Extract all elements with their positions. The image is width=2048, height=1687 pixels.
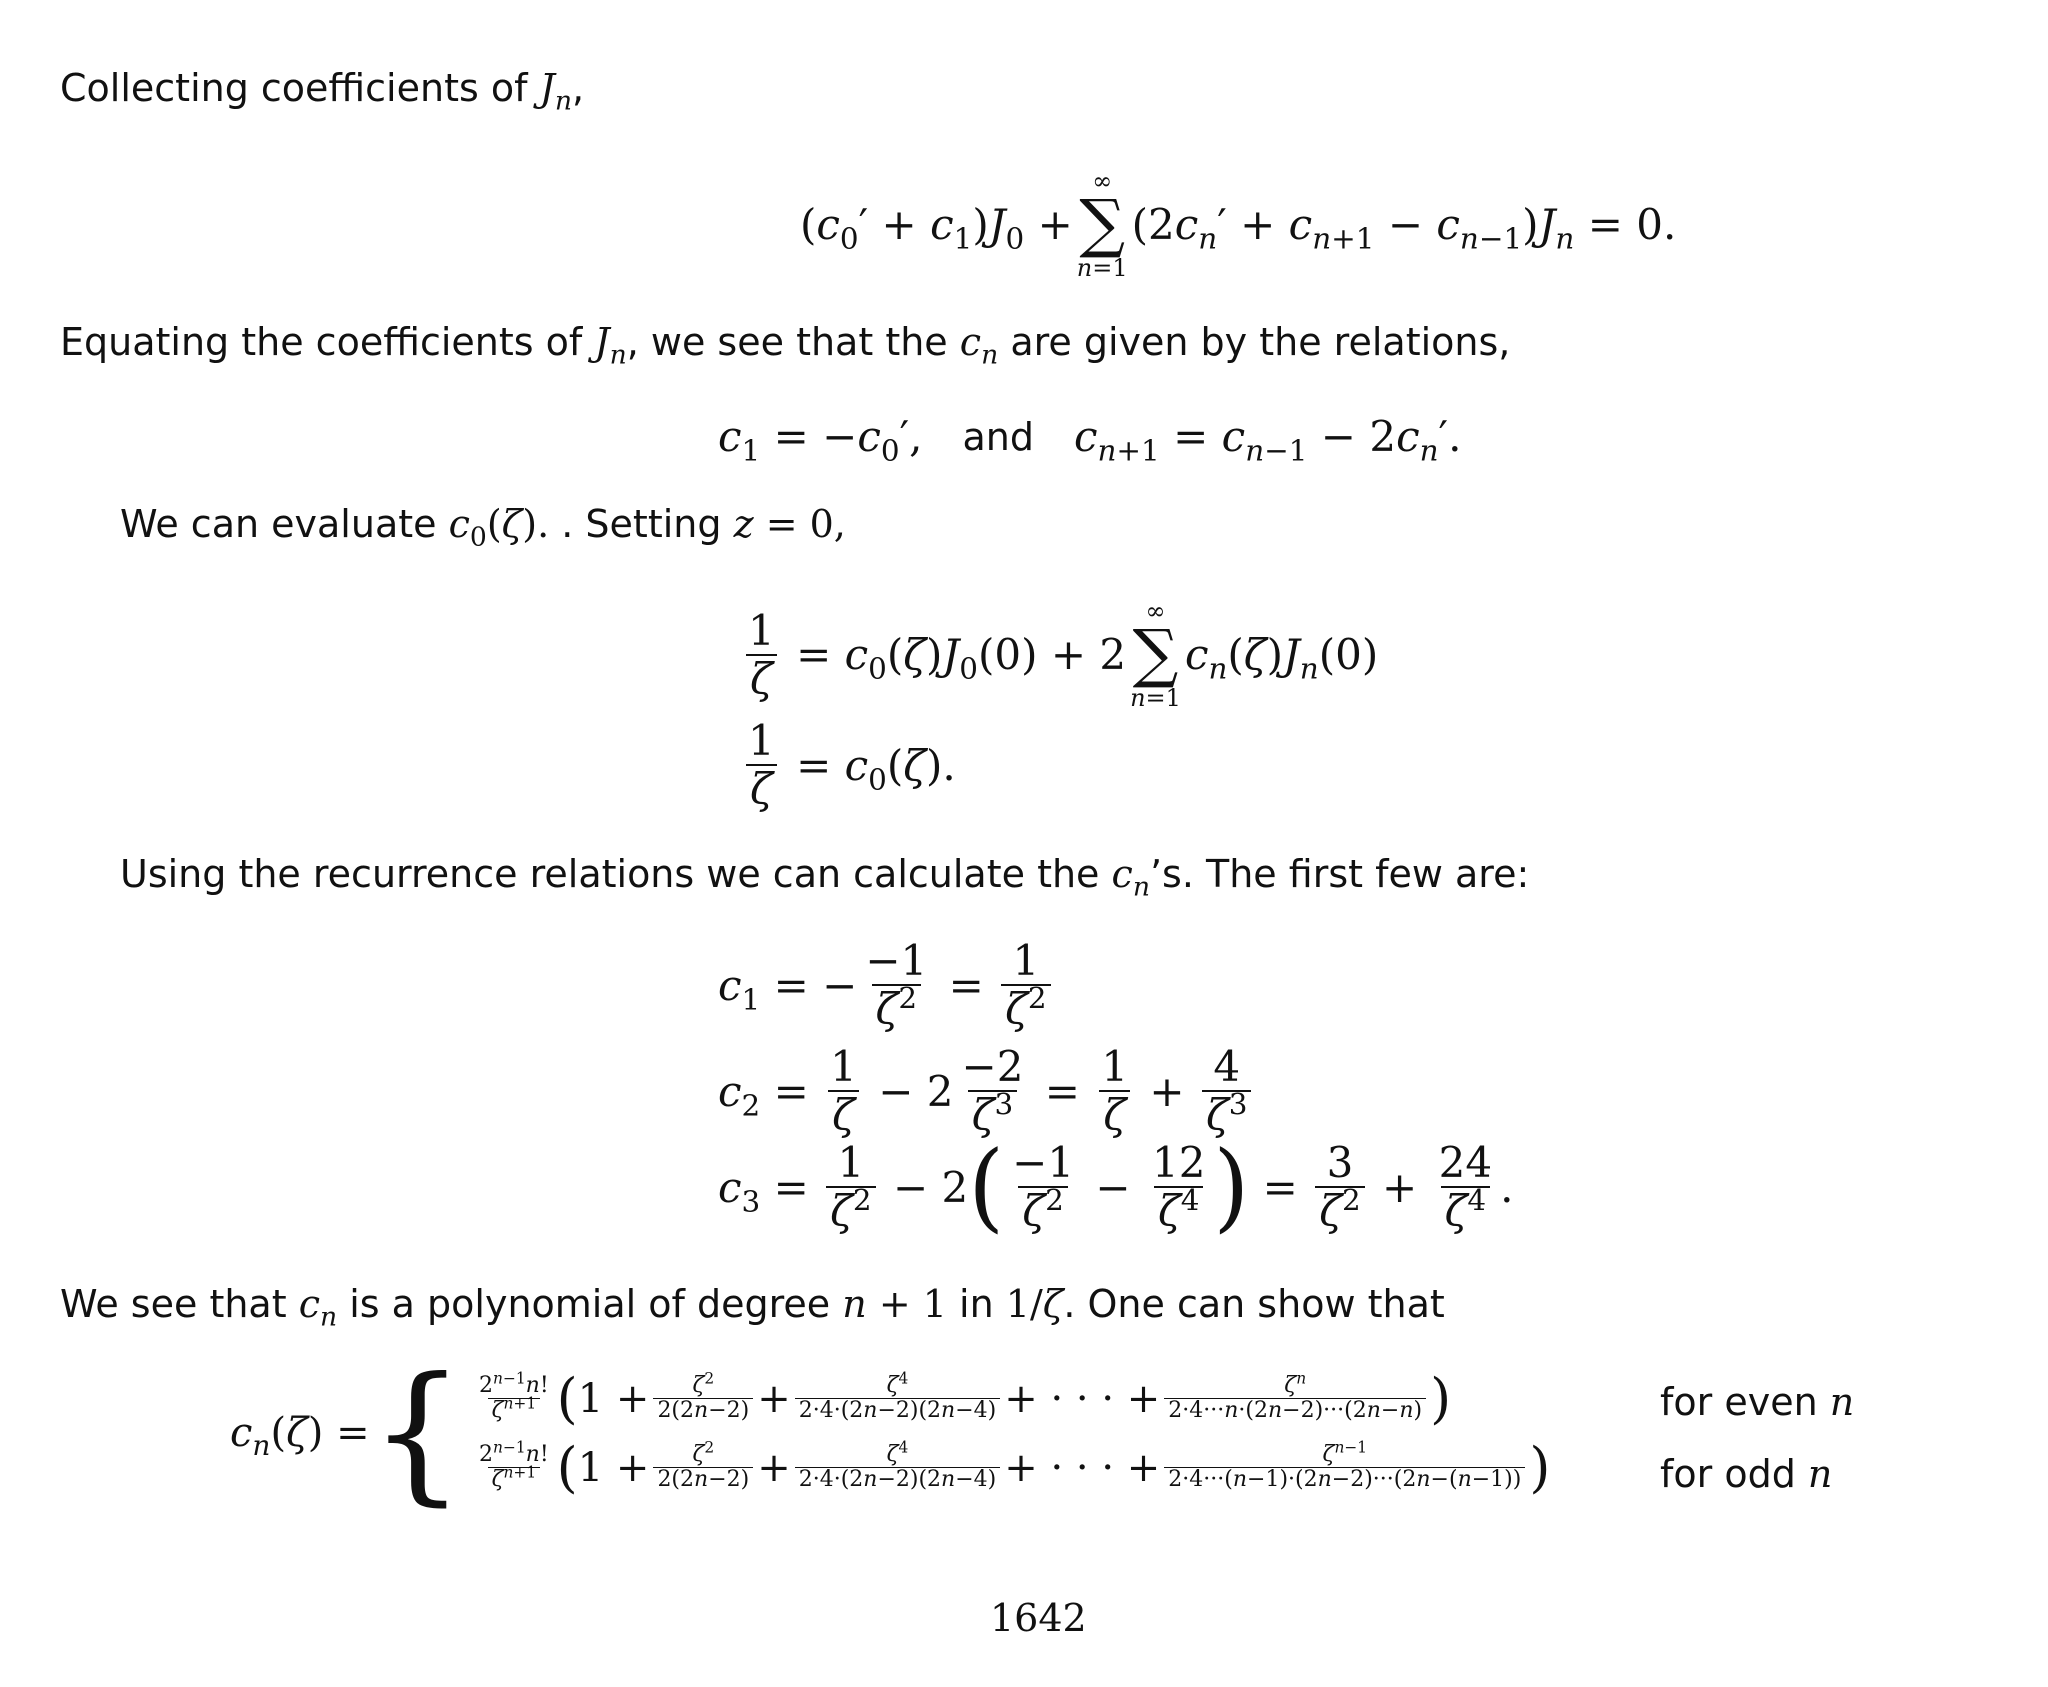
text-and: and [962, 414, 1034, 459]
left-brace: { [369, 1346, 466, 1520]
text-mid: , we see that the [626, 320, 948, 364]
text-mid: . Setting [561, 502, 722, 546]
math-cn: $c_n$ [298, 1282, 338, 1333]
math-jn: $J_n$ [594, 320, 627, 371]
text-even: for even [1660, 1380, 1818, 1424]
text-lead: Collecting coefficients of [60, 66, 528, 110]
text-lead: We can evaluate [120, 502, 437, 546]
paragraph-polynomial [60, 1282, 1445, 1333]
text-mid1: is a polynomial of degree [349, 1282, 831, 1326]
equation-cn-piecewise: $c_n$ ( ζ ) = { $\frac{2^{n-1}n!}{\zeta^{n+1}}$ ( 1 + $\frac{\zeta^2}{2(2n-2)}$ + $\frac{\zeta^4}{2\cdot 4\cdot(2n-2)(2n-4)}$ + · · · + $\frac{\zeta^n}{2\cdot 4\cdot\cdot\cdot n\cdot(2n-2)\cdot\cdot\cdot(2n-n)}$ ) $\frac{2^{n-1}n!}{\zeta^{n+1}}$ ( 1 + $\frac{\zeta^2}{2(2n-2)}$ + $\frac{\zeta^4}{2\cdot 4\cdot(2n-2)(2n-4)}$ + · · · + $\frac{\zeta^{n-1}}{2\cdot 4\cdot\cdot\cdot(n-1)\cdot(2n-2)\cdot\cdot\cdot(2n-(n-1))}$ ) [230, 1346, 1551, 1520]
paragraph-recurrence [120, 852, 1530, 903]
equation-relations: c $_1$ = − c $_0$′, and c $_{n+1}$ = c $_{n-1}$ − 2 $c_n$ ′. [718, 412, 1462, 468]
text-trail: are given by the relations, [1010, 320, 1511, 364]
math-cn: $c_n$ [959, 320, 999, 371]
case-odd-label: for odd n [1660, 1452, 1833, 1496]
math-c0-zeta: $c_0(\zeta)$. [448, 502, 550, 553]
equation-c2: c $_2$ = $\frac{1}{\zeta}$ − 2 $\frac{-2}{\zeta^3}$ = $\frac{1}{\zeta}$ + $\frac{4}{\zeta^3}$ [718, 1044, 1255, 1138]
math-jn: $J_n$ [539, 66, 572, 117]
math-z-zero: z = 0, [733, 502, 846, 546]
case-odd-expression: $\frac{2^{n-1}n!}{\zeta^{n+1}}$ ( 1 + $\frac{\zeta^2}{2(2n-2)}$ + $\frac{\zeta^4}{2\cdot 4\cdot(2n-2)(2n-4)}$ + · · · + $\frac{\zeta^{n-1}}{2\cdot 4\cdot\cdot\cdot(n-1)\cdot(2n-2)\cdot\cdot\cdot(2n-(n-1))}$ ) [479, 1436, 1551, 1499]
text-lead: Using the recurrence relations we can calculate the [120, 852, 1100, 896]
equation-collect-sum: ( c $_0$′ + c $_1$) J $_0$ + ∞ ∑ n=1 (2 c $_n$ ′ + c $_{n+1}$ − c $_{n-1}$ ) $J_n$ = 0. [800, 167, 1677, 283]
paragraph-collecting [60, 66, 585, 117]
summation-symbol: ∞ ∑ n=1 [1076, 167, 1128, 283]
text-trail: . One can show that [1063, 1282, 1445, 1326]
text-trail: ’s. The first few are: [1149, 852, 1530, 896]
text-lead: Equating the coefficients of [60, 320, 583, 364]
case-even-expression: $\frac{2^{n-1}n!}{\zeta^{n+1}}$ ( 1 + $\frac{\zeta^2}{2(2n-2)}$ + $\frac{\zeta^4}{2\cdot 4\cdot(2n-2)(2n-4)}$ + · · · + $\frac{\zeta^n}{2\cdot 4\cdot\cdot\cdot n\cdot(2n-2)\cdot\cdot\cdot(2n-n)}$ ) [479, 1367, 1452, 1430]
equation-c1: c $_1$ = − $\frac{-1}{\zeta^2}$ = $\frac{1}{\zeta^2}$ [718, 938, 1055, 1032]
equation-setting-z-zero-line1: $\frac{1}{\zeta}$ = c $_0$( ζ ) J $_0$(0) + 2 ∞ ∑ n=1 $c_n$ ( ζ ) $J_n$ (0) [740, 598, 1378, 712]
text-mid2: in [959, 1282, 994, 1326]
page-number: 1642 [990, 1596, 1087, 1640]
math-one-over-zeta: 1/ζ [1005, 1282, 1064, 1326]
text-odd: for odd [1660, 1452, 1796, 1496]
paragraph-evaluate [120, 502, 846, 553]
text-lead: We see that [60, 1282, 287, 1326]
math-cn: $c_n$ [1111, 852, 1150, 903]
text-trail: , [571, 66, 585, 110]
math-degree: n + 1 [842, 1282, 947, 1326]
case-even-label: for even n [1660, 1380, 1855, 1424]
equation-setting-z-zero-line2: $\frac{1}{\zeta}$ = c $_0$( ζ ). [740, 718, 956, 812]
equation-c3: c $_3$ = $\frac{1}{\zeta^2}$ − 2 ( $\frac{-1}{\zeta^2}$ − $\frac{12}{\zeta^4}$ ) = $\frac{3}{\zeta^2}$ + $\frac{24}{\zeta^4}$ . [718, 1130, 1514, 1243]
paragraph-equating [60, 320, 1511, 371]
